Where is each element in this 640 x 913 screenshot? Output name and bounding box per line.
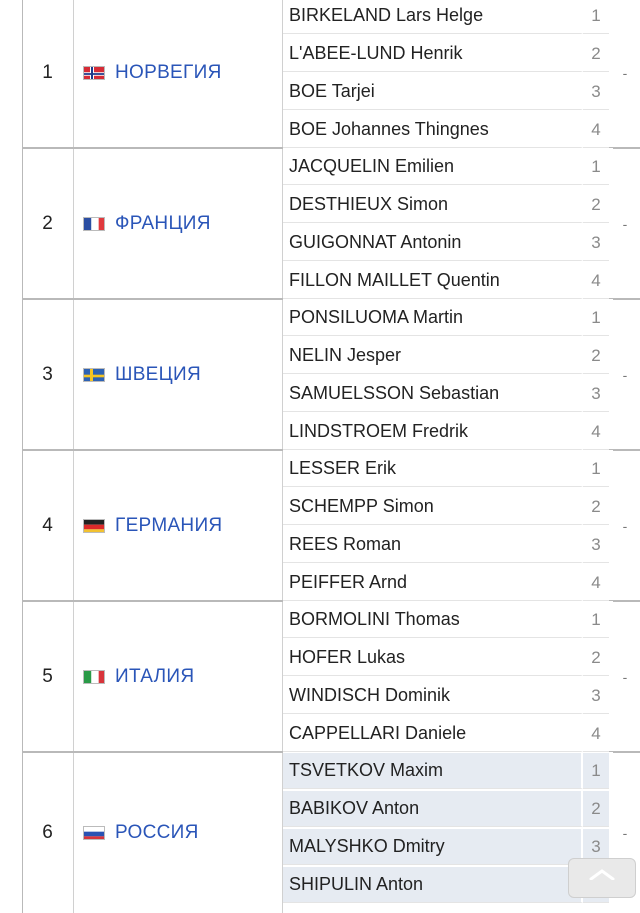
leg-number: 4	[583, 565, 609, 601]
athlete-row	[283, 0, 613, 36]
athlete-name: HOFER Lukas	[283, 640, 583, 676]
athlete-row	[283, 74, 613, 112]
rank-cell: 5	[22, 602, 74, 751]
country-link[interactable]: ГЕРМАНИЯ	[115, 514, 223, 536]
country-link[interactable]: НОРВЕГИЯ	[115, 61, 222, 83]
country-cell	[74, 451, 283, 600]
athlete-name: BOE Tarjei	[283, 74, 583, 110]
country-cell	[74, 753, 283, 913]
athlete-name: BIRKELAND Lars Helge	[283, 0, 583, 34]
leg-number: 3	[583, 829, 609, 865]
athlete-name: LINDSTROEM Fredrik	[283, 414, 583, 450]
athlete-row	[283, 225, 613, 263]
country-link[interactable]: ШВЕЦИЯ	[115, 363, 201, 385]
athlete-row	[283, 489, 613, 527]
leg-number: 4	[583, 112, 609, 148]
athlete-row	[283, 791, 613, 829]
leg-number: 1	[583, 0, 609, 34]
athlete-row	[283, 300, 613, 338]
team-row-russia	[22, 753, 640, 913]
side-marker: -	[622, 215, 628, 232]
athlete-name: JACQUELIN Emilien	[283, 149, 583, 185]
athlete-row	[283, 716, 613, 754]
russia-flag-icon	[83, 826, 105, 840]
athlete-name: SHIPULIN Anton	[283, 867, 583, 903]
athlete-row	[283, 640, 613, 678]
france-flag-icon	[83, 217, 105, 231]
leg-number: 3	[583, 678, 609, 714]
athlete-list	[283, 451, 613, 603]
athlete-name: GUIGONNAT Antonin	[283, 225, 583, 261]
athlete-row	[283, 414, 613, 452]
athlete-name: SCHEMPP Simon	[283, 489, 583, 525]
athlete-name: L'ABEE-LUND Henrik	[283, 36, 583, 72]
athlete-name: SAMUELSSON Sebastian	[283, 376, 583, 412]
leg-number: 3	[583, 225, 609, 261]
athlete-name: NELIN Jesper	[283, 338, 583, 374]
rank-cell: 6	[22, 753, 74, 913]
rank-cell: 2	[22, 149, 74, 298]
country-link[interactable]: РОССИЯ	[115, 822, 199, 843]
italy-flag-icon	[83, 670, 105, 684]
athlete-list	[283, 149, 613, 301]
athlete-name: BORMOLINI Thomas	[283, 602, 583, 638]
athlete-name: BABIKOV Anton	[283, 791, 583, 827]
athlete-name: PEIFFER Arnd	[283, 565, 583, 601]
country-link[interactable]: ФРАНЦИЯ	[115, 212, 211, 234]
leg-number: 1	[583, 451, 609, 487]
relay-results-table	[22, 0, 640, 913]
athlete-name: CAPPELLARI Daniele	[283, 716, 583, 752]
athlete-row	[283, 867, 613, 905]
leg-number: 1	[583, 753, 609, 789]
side-marker: -	[622, 668, 628, 685]
athlete-row	[283, 829, 613, 867]
side-marker: -	[622, 64, 628, 81]
rank-cell: 3	[22, 300, 74, 449]
leg-number: 1	[583, 602, 609, 638]
athlete-row	[283, 112, 613, 150]
leg-number: 2	[583, 36, 609, 72]
team-row-sweden	[22, 300, 640, 451]
leg-number: 4	[583, 716, 609, 752]
country-link[interactable]: ИТАЛИЯ	[115, 665, 195, 687]
country-cell	[74, 0, 283, 147]
athlete-name: WINDISCH Dominik	[283, 678, 583, 714]
team-row-germany	[22, 451, 640, 602]
leg-number: 2	[583, 791, 609, 827]
side-marker: -	[622, 517, 628, 534]
athlete-name: LESSER Erik	[283, 451, 583, 487]
leg-number: 3	[583, 74, 609, 110]
scroll-to-top-button[interactable]	[568, 858, 636, 898]
side-marker: -	[622, 366, 628, 383]
leg-number: 4	[583, 263, 609, 299]
sweden-flag-icon	[83, 368, 105, 382]
leg-number: 2	[583, 338, 609, 374]
side-marker: -	[622, 825, 628, 841]
athlete-row	[283, 678, 613, 716]
team-row-france	[22, 149, 640, 300]
athlete-row	[283, 565, 613, 603]
norway-flag-icon	[83, 66, 105, 80]
athlete-row	[283, 376, 613, 414]
athlete-row	[283, 263, 613, 301]
leg-number: 4	[583, 414, 609, 450]
athlete-row	[283, 602, 613, 640]
leg-number: 2	[583, 640, 609, 676]
team-row-italy	[22, 602, 640, 753]
rank-cell: 1	[22, 0, 74, 147]
athlete-name: TSVETKOV Maxim	[283, 753, 583, 789]
country-cell	[74, 300, 283, 449]
leg-number: 3	[583, 527, 609, 563]
athlete-row	[283, 187, 613, 225]
chevron-up-icon	[589, 867, 615, 897]
leg-number: 1	[583, 300, 609, 336]
athlete-name: DESTHIEUX Simon	[283, 187, 583, 223]
rank-cell: 4	[22, 451, 74, 600]
germany-flag-icon	[83, 519, 105, 533]
athlete-name: FILLON MAILLET Quentin	[283, 263, 583, 299]
athlete-row	[283, 451, 613, 489]
leg-number: 2	[583, 489, 609, 525]
athlete-row	[283, 36, 613, 74]
athlete-row	[283, 338, 613, 376]
athlete-list	[283, 602, 613, 754]
athlete-row	[283, 753, 613, 791]
leg-number: 1	[583, 149, 609, 185]
country-cell	[74, 149, 283, 298]
athlete-name: MALYSHKO Dmitry	[283, 829, 583, 865]
athlete-list	[283, 300, 613, 452]
athlete-row	[283, 149, 613, 187]
leg-number: 3	[583, 376, 609, 412]
athlete-list	[283, 753, 613, 905]
athlete-name: REES Roman	[283, 527, 583, 563]
athlete-row	[283, 527, 613, 565]
leg-number: 2	[583, 187, 609, 223]
athlete-name: BOE Johannes Thingnes	[283, 112, 583, 148]
athlete-list	[283, 0, 613, 150]
team-row-norway	[22, 0, 640, 149]
athlete-name: PONSILUOMA Martin	[283, 300, 583, 336]
country-cell	[74, 602, 283, 751]
